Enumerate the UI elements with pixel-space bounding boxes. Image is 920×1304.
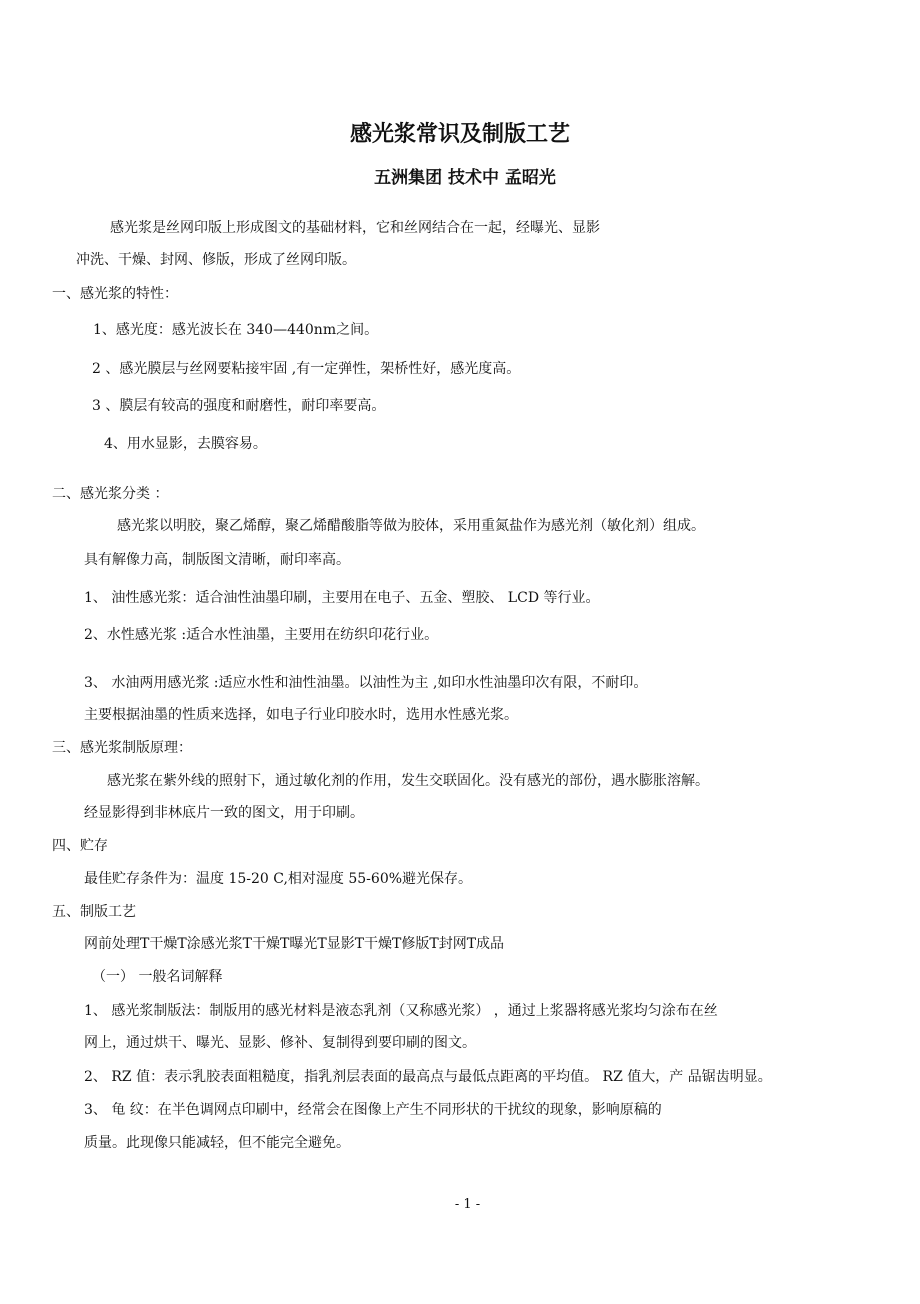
section-1-heading: 一、感光浆的特性： <box>52 286 178 302</box>
section-1-item-2: 2 、感光膜层与丝网要粘接牢固 ,有一定弹性，架桥性好，感光度高。 <box>92 361 521 377</box>
term-2: 2、 RZ 值：表示乳胶表面粗糙度，指乳剂层表面的最高点与最低点距离的平均值。 RZ 值大，产 品锯齿明显。 <box>84 1069 772 1085</box>
section-1-item-4: 4、用水显影，去膜容易。 <box>104 436 267 452</box>
term-3-line-1: 3、 龟 纹：在半色调网点印刷中，经常会在图像上产生不同形状的干扰纹的现象，影响原稿的 <box>84 1102 662 1118</box>
term-1-line-1: 1、 感光浆制版法：制版用的感光材料是液态乳剂（又称感光浆） ，通过上浆器将感光浆均匀涂布在丝 <box>84 1003 718 1019</box>
section-4-text: 最佳贮存条件为：温度 15-20 C,相对湿度 55-60%避光保存。 <box>84 871 473 887</box>
section-3-paragraph-line-2: 经显影得到非林底片一致的图文，用于印刷。 <box>84 805 364 821</box>
page-title: 感光浆常识及制版工艺 <box>349 122 570 147</box>
process-flow: 网前处理T干燥T涂感光浆T干燥T曝光T显影T干燥T修版T封网T成品 <box>84 936 505 952</box>
page-number: - 1 - <box>454 1197 481 1212</box>
section-2-item-1: 1、 油性感光浆：适合油性油墨印刷，主要用在电子、五金、塑胶、 LCD 等行业。 <box>84 590 600 606</box>
section-4-heading: 四、贮存 <box>52 838 108 854</box>
section-1-item-3: 3 、膜层有较高的强度和耐磨性，耐印率要高。 <box>92 398 386 414</box>
intro-line-2: 冲洗、干燥、封网、修版，形成了丝网印版。 <box>76 252 356 268</box>
section-2-paragraph-line-2: 具有解像力高，制版图文清晰，耐印率高。 <box>84 552 350 568</box>
section-2-heading: 二、感光浆分类 ： <box>52 486 169 502</box>
term-3-line-2: 质量。此现像只能减轻，但不能完全避免。 <box>84 1135 350 1151</box>
section-5-heading: 五、制版工艺 <box>52 904 136 920</box>
section-5-subheading: （一） 一般名词解释 <box>92 969 223 985</box>
term-1-line-2: 网上，通过烘干、曝光、显影、修补、复制得到要印刷的图文。 <box>84 1035 476 1051</box>
section-2-paragraph-line-1: 感光浆以明胶，聚乙烯醇，聚乙烯醋酸脂等做为胶体，采用重氮盐作为感光剂（敏化剂）组成。 <box>117 518 705 534</box>
section-1-item-1: 1、感光度：感光波长在 340—440nm之间。 <box>93 322 379 338</box>
section-3-paragraph-line-1: 感光浆在紫外线的照射下，通过敏化剂的作用，发生交联固化。没有感光的部份，遇水膨胀溶解。 <box>107 773 709 789</box>
section-2-note: 主要根据油墨的性质来选择，如电子行业印胶水时，选用水性感光浆。 <box>84 707 518 723</box>
section-2-item-3: 3、 水油两用感光浆 :适应水性和油性油墨。以油性为主 ,如印水性油墨印次有限，不耐印。 <box>84 675 648 691</box>
section-3-heading: 三、感光浆制版原理： <box>52 740 192 756</box>
author-line: 五洲集团 技术中 孟昭光 <box>374 168 556 188</box>
intro-line-1: 感光浆是丝网印版上形成图文的基础材料，它和丝网结合在一起，经曝光、显影 <box>110 220 600 236</box>
section-2-item-2: 2、水性感光浆 :适合水性油墨，主要用在纺织印花行业。 <box>84 627 439 643</box>
